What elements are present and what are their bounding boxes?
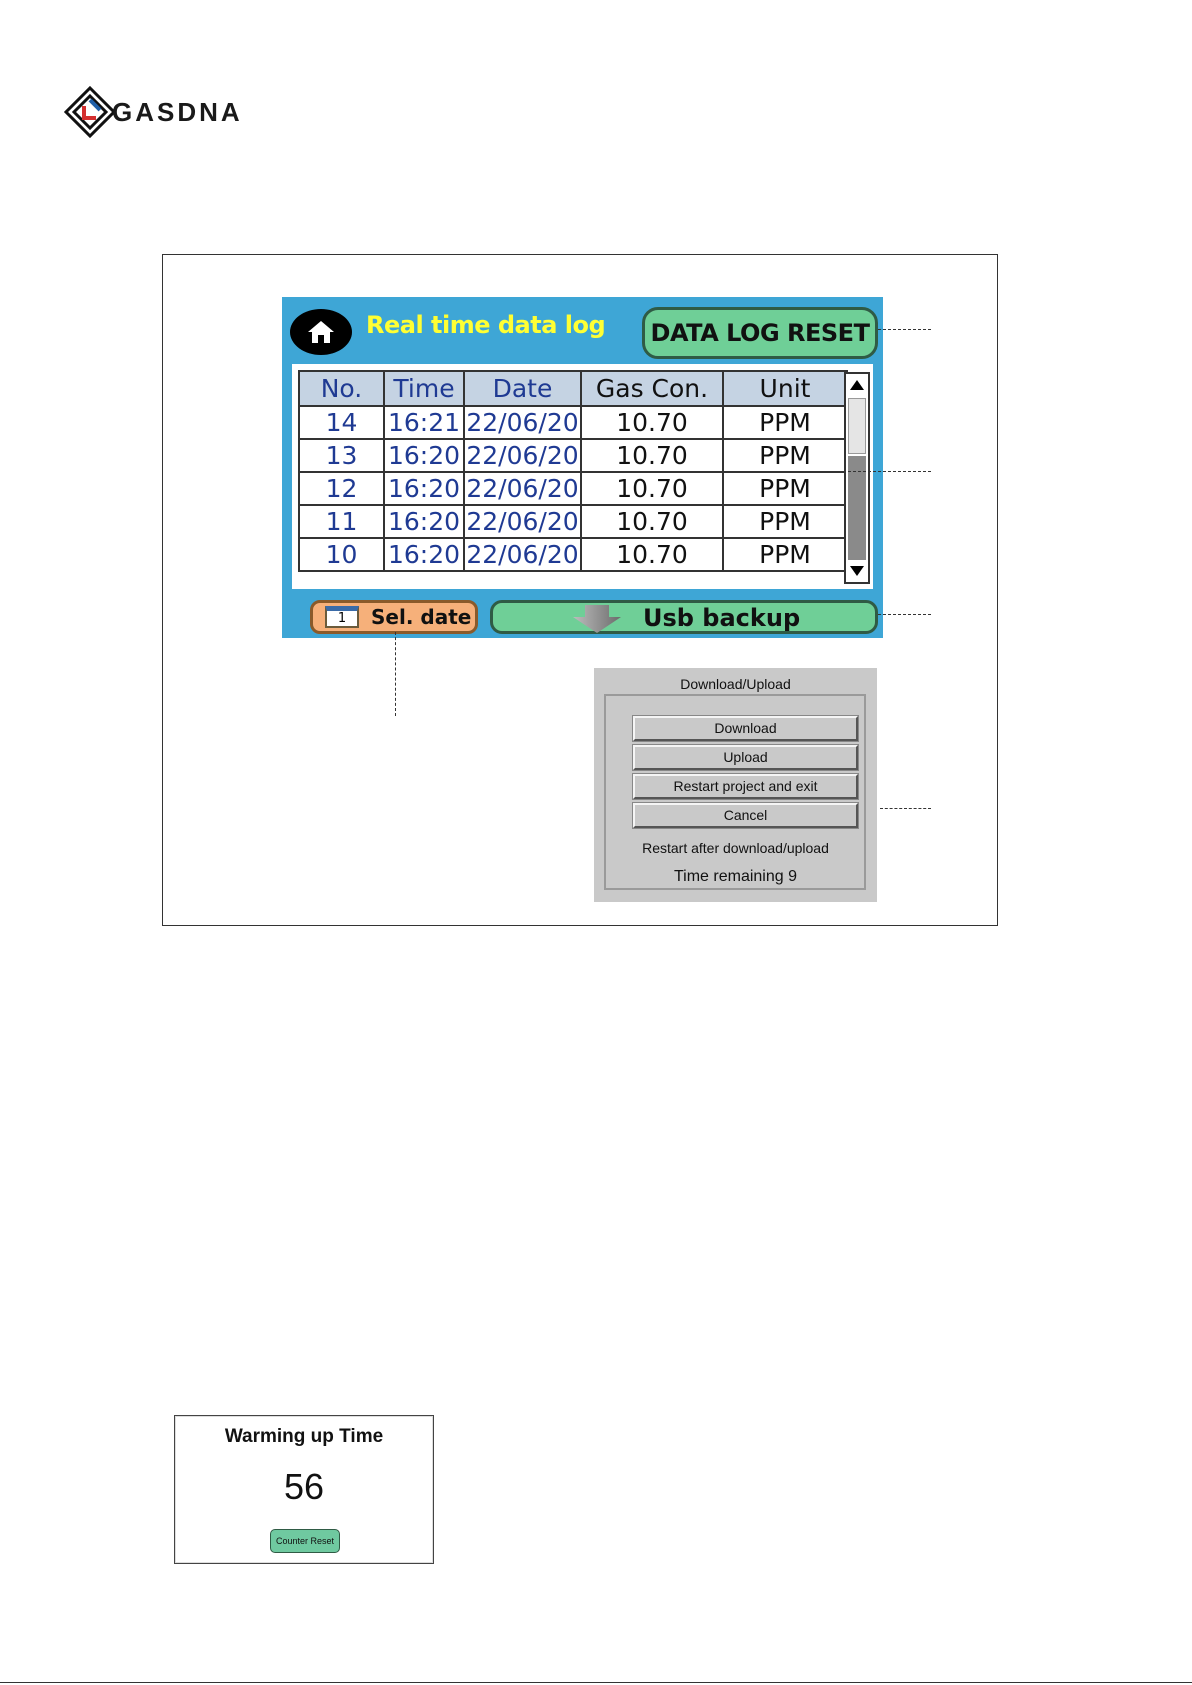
cell-no: 14 (299, 406, 384, 439)
dialog-restart-note: Restart after download/upload (642, 840, 829, 856)
table-row[interactable] (299, 439, 847, 472)
cancel-button[interactable]: Cancel (633, 803, 858, 828)
callout-line-usb (878, 614, 931, 615)
cell-gas: 10.70 (581, 406, 723, 439)
cell-date: 22/06/20 (464, 406, 581, 439)
dialog-time-remaining: Time remaining 9 (673, 868, 797, 885)
data-log-reset-button[interactable]: DATA LOG RESET (642, 307, 878, 359)
download-arrow-icon (571, 605, 623, 633)
table-row[interactable] (299, 505, 847, 538)
arrow-down-icon (850, 566, 864, 576)
cell-gas: 10.70 (581, 439, 723, 472)
datalog-screen (282, 297, 883, 638)
usb-backup-button[interactable] (490, 600, 878, 634)
gasdna-logo-icon (64, 86, 116, 138)
cell-gas: 10.70 (581, 505, 723, 538)
dialog-title: Download/Upload (680, 676, 791, 692)
column-header-date: Date (464, 371, 581, 406)
column-header-time: Time (384, 371, 464, 406)
table-header-row (299, 371, 847, 406)
cell-no: 11 (299, 505, 384, 538)
cell-date: 22/06/20 (464, 538, 581, 571)
callout-line-table (828, 471, 931, 472)
home-icon (306, 319, 336, 345)
cell-unit: PPM (723, 538, 847, 571)
column-header-no: No. (299, 371, 384, 406)
cell-time: 16:20 (384, 439, 464, 472)
callout-line-reset (878, 329, 931, 330)
restart-project-button[interactable]: Restart project and exit (633, 774, 858, 799)
column-header-unit: Unit (723, 371, 847, 406)
warming-up-value: 56 (283, 1466, 325, 1507)
cell-date: 22/06/20 (464, 439, 581, 472)
select-date-button[interactable] (310, 600, 478, 634)
download-button[interactable]: Download (633, 716, 858, 741)
scroll-down-button[interactable] (847, 561, 867, 581)
calendar-icon: 1 (325, 606, 359, 628)
cell-time: 16:20 (384, 472, 464, 505)
callout-line-dialog (880, 808, 931, 809)
warming-up-panel (174, 1415, 434, 1564)
cell-date: 22/06/20 (464, 505, 581, 538)
upload-button[interactable]: Upload (633, 745, 858, 770)
cell-date: 22/06/20 (464, 472, 581, 505)
brand-name: GASDNA (112, 96, 243, 127)
select-date-label: Sel. date (371, 605, 472, 629)
cell-time: 16:20 (384, 538, 464, 571)
cell-no: 12 (299, 472, 384, 505)
cell-unit: PPM (723, 472, 847, 505)
home-button[interactable] (290, 309, 352, 355)
screen-title: Real time data log (366, 311, 606, 339)
data-log-table (298, 370, 848, 572)
brand-logo (64, 86, 284, 138)
usb-backup-label: Usb backup (643, 604, 801, 632)
cell-no: 10 (299, 538, 384, 571)
callout-line-sel-date (395, 632, 396, 716)
cell-unit: PPM (723, 505, 847, 538)
table-row[interactable] (299, 538, 847, 571)
cell-gas: 10.70 (581, 472, 723, 505)
cell-time: 16:21 (384, 406, 464, 439)
dialog-inner-panel (604, 694, 866, 890)
cell-no: 13 (299, 439, 384, 472)
table-scrollbar[interactable] (844, 372, 870, 584)
cell-time: 16:20 (384, 505, 464, 538)
warming-up-title: Warming up Time (224, 1426, 384, 1447)
column-header-gas: Gas Con. (581, 371, 723, 406)
cell-unit: PPM (723, 439, 847, 472)
table-row[interactable] (299, 406, 847, 439)
arrow-up-icon (850, 380, 864, 390)
cell-gas: 10.70 (581, 538, 723, 571)
download-upload-dialog (594, 668, 877, 902)
table-row[interactable] (299, 472, 847, 505)
data-log-table-area (292, 364, 873, 589)
cell-unit: PPM (723, 406, 847, 439)
counter-reset-button[interactable]: Counter Reset (270, 1529, 340, 1553)
page-bottom-rule (0, 1682, 1192, 1683)
scroll-up-button[interactable] (847, 375, 867, 395)
scroll-thumb[interactable] (848, 398, 866, 454)
